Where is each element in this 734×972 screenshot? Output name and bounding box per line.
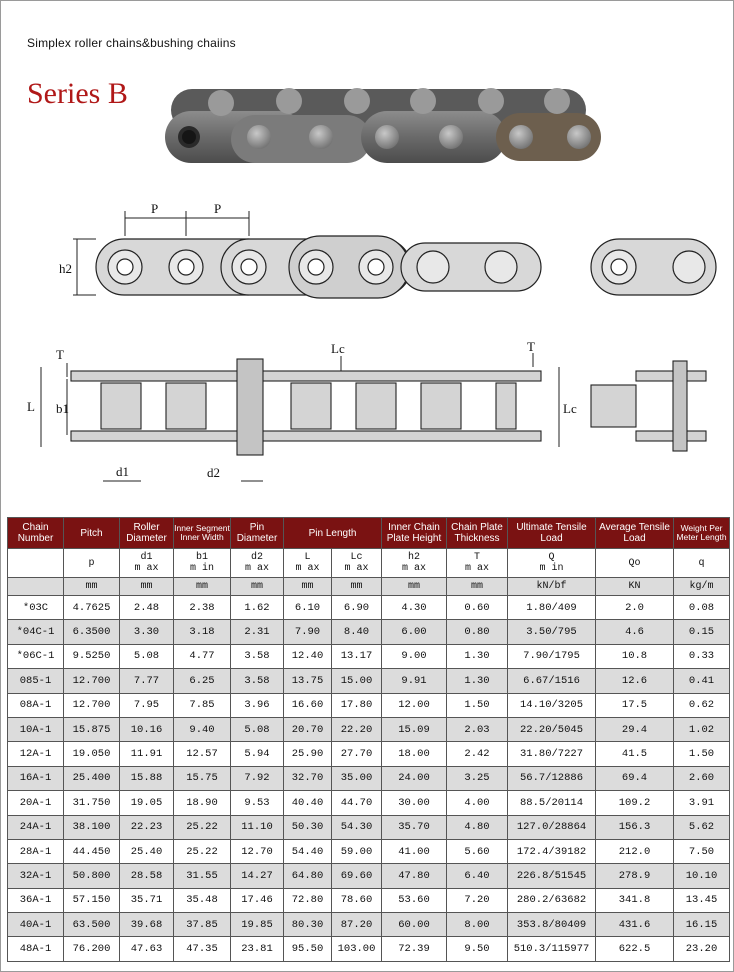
table-cell: 13.45 xyxy=(674,888,730,912)
table-cell: 7.20 xyxy=(447,888,508,912)
table-cell: 6.25 xyxy=(174,669,231,693)
table-row xyxy=(8,742,730,766)
table-cell: 14.10/3205 xyxy=(508,693,596,717)
table-row xyxy=(8,913,730,937)
table-cell: 72.39 xyxy=(382,937,447,961)
table-cell: 10.10 xyxy=(674,864,730,888)
table-row xyxy=(8,839,730,863)
table-cell: 63.500 xyxy=(64,913,120,937)
table-cell: 3.96 xyxy=(231,693,284,717)
table-row xyxy=(8,717,730,741)
table-cell: 0.62 xyxy=(674,693,730,717)
table-cell: 87.20 xyxy=(332,913,382,937)
symbol-cell: d2 m ax xyxy=(231,549,284,578)
table-cell: 7.95 xyxy=(120,693,174,717)
header-pin-length: Pin Length xyxy=(284,518,382,549)
table-cell: 6.10 xyxy=(284,596,332,620)
table-cell: 9.50 xyxy=(447,937,508,961)
table-cell: 72.80 xyxy=(284,888,332,912)
pitch-label-b: P xyxy=(214,201,222,216)
table-cell: 7.90/1795 xyxy=(508,644,596,668)
table-cell: 2.0 xyxy=(596,596,674,620)
table-cell: 8.40 xyxy=(332,620,382,644)
table-cell: 41.00 xyxy=(382,839,447,863)
table-cell: 103.00 xyxy=(332,937,382,961)
table-cell: 80.30 xyxy=(284,913,332,937)
b1-label: b1 xyxy=(56,401,69,416)
table-row xyxy=(8,766,730,790)
chain-number-cell: 08A-1 xyxy=(8,693,64,717)
table-cell: 76.200 xyxy=(64,937,120,961)
symbol-cell: Qo xyxy=(596,549,674,578)
chain-technical-drawing xyxy=(1,191,734,511)
table-cell: 19.05 xyxy=(120,791,174,815)
table-cell: 4.7625 xyxy=(64,596,120,620)
chain-number-cell: 16A-1 xyxy=(8,766,64,790)
table-cell: 54.40 xyxy=(284,839,332,863)
table-cell: 4.30 xyxy=(382,596,447,620)
header-chain-number: Chain Number xyxy=(8,518,64,549)
table-cell: 18.90 xyxy=(174,791,231,815)
table-cell: 9.40 xyxy=(174,717,231,741)
table-cell: 212.0 xyxy=(596,839,674,863)
table-cell: 2.48 xyxy=(120,596,174,620)
table-cell: 353.8/80409 xyxy=(508,913,596,937)
header-pitch: Pitch xyxy=(64,518,120,549)
table-cell: 56.7/12886 xyxy=(508,766,596,790)
unit-cell: mm xyxy=(284,578,332,596)
table-cell: 127.0/28864 xyxy=(508,815,596,839)
table-cell: 431.6 xyxy=(596,913,674,937)
symbol-row xyxy=(8,549,730,578)
table-cell: 29.4 xyxy=(596,717,674,741)
table-cell: 510.3/115977 xyxy=(508,937,596,961)
header-ultimate-load: Ultimate Tensile Load xyxy=(508,518,596,549)
table-cell: 2.31 xyxy=(231,620,284,644)
table-cell: 78.60 xyxy=(332,888,382,912)
table-cell: 12.700 xyxy=(64,669,120,693)
table-cell: 54.30 xyxy=(332,815,382,839)
table-cell: 226.8/51545 xyxy=(508,864,596,888)
table-cell: 4.80 xyxy=(447,815,508,839)
table-cell: 25.40 xyxy=(120,839,174,863)
table-cell: 57.150 xyxy=(64,888,120,912)
symbol-cell xyxy=(8,549,64,578)
table-cell: 6.3500 xyxy=(64,620,120,644)
table-cell: 9.53 xyxy=(231,791,284,815)
symbol-cell: h2 m ax xyxy=(382,549,447,578)
table-cell: 24.00 xyxy=(382,766,447,790)
unit-cell: mm xyxy=(382,578,447,596)
table-cell: 0.33 xyxy=(674,644,730,668)
header-roller-diameter: Roller Diameter xyxy=(120,518,174,549)
table-cell: 25.90 xyxy=(284,742,332,766)
table-cell: 40.40 xyxy=(284,791,332,815)
table-cell: 12.40 xyxy=(284,644,332,668)
symbol-cell: Q m in xyxy=(508,549,596,578)
table-cell: 59.00 xyxy=(332,839,382,863)
table-cell: 17.80 xyxy=(332,693,382,717)
series-label: Series B xyxy=(27,77,128,110)
t-right-label: T xyxy=(527,339,535,354)
table-cell: 53.60 xyxy=(382,888,447,912)
unit-cell: mm xyxy=(64,578,120,596)
table-cell: 2.42 xyxy=(447,742,508,766)
table-cell: 172.4/39182 xyxy=(508,839,596,863)
chain-number-cell: 40A-1 xyxy=(8,913,64,937)
table-cell: 17.5 xyxy=(596,693,674,717)
header-plate-height: Inner Chain Plate Height xyxy=(382,518,447,549)
table-cell: 31.55 xyxy=(174,864,231,888)
table-row xyxy=(8,620,730,644)
header-plate-thickness: Chain Plate Thickness xyxy=(447,518,508,549)
d2-label: d2 xyxy=(207,465,220,480)
chain-number-cell: 28A-1 xyxy=(8,839,64,863)
symbol-cell: d1 m ax xyxy=(120,549,174,578)
table-cell: 12.00 xyxy=(382,693,447,717)
unit-cell xyxy=(8,578,64,596)
symbol-cell: q xyxy=(674,549,730,578)
table-cell: 35.48 xyxy=(174,888,231,912)
table-cell: 19.050 xyxy=(64,742,120,766)
table-row xyxy=(8,815,730,839)
table-cell: 0.80 xyxy=(447,620,508,644)
table-cell: 341.8 xyxy=(596,888,674,912)
table-cell: 25.22 xyxy=(174,839,231,863)
chain-number-cell: *03C xyxy=(8,596,64,620)
table-cell: 35.71 xyxy=(120,888,174,912)
table-cell: 37.85 xyxy=(174,913,231,937)
table-cell: 9.00 xyxy=(382,644,447,668)
chain-number-cell: 12A-1 xyxy=(8,742,64,766)
table-cell: 27.70 xyxy=(332,742,382,766)
table-cell: 4.77 xyxy=(174,644,231,668)
table-cell: 30.00 xyxy=(382,791,447,815)
table-cell: 7.90 xyxy=(284,620,332,644)
table-cell: 13.75 xyxy=(284,669,332,693)
table-cell: 50.800 xyxy=(64,864,120,888)
symbol-cell: T m ax xyxy=(447,549,508,578)
table-cell: 39.68 xyxy=(120,913,174,937)
unit-cell: KN xyxy=(596,578,674,596)
table-cell: 2.03 xyxy=(447,717,508,741)
table-cell: 50.30 xyxy=(284,815,332,839)
h2-label: h2 xyxy=(59,261,72,276)
chain-number-cell: 24A-1 xyxy=(8,815,64,839)
chain-number-cell: 48A-1 xyxy=(8,937,64,961)
header-pin-diameter: Pin Diameter xyxy=(231,518,284,549)
table-cell: 12.700 xyxy=(64,693,120,717)
table-cell: 5.62 xyxy=(674,815,730,839)
table-cell: 64.80 xyxy=(284,864,332,888)
table-cell: 3.58 xyxy=(231,644,284,668)
table-cell: 10.16 xyxy=(120,717,174,741)
table-cell: 3.25 xyxy=(447,766,508,790)
chain-number-cell: 20A-1 xyxy=(8,791,64,815)
table-cell: 13.17 xyxy=(332,644,382,668)
table-cell: 18.00 xyxy=(382,742,447,766)
table-cell: 60.00 xyxy=(382,913,447,937)
spec-table xyxy=(7,517,730,962)
symbol-cell: b1 m in xyxy=(174,549,231,578)
table-cell: 5.94 xyxy=(231,742,284,766)
table-cell: 109.2 xyxy=(596,791,674,815)
table-cell: 31.80/7227 xyxy=(508,742,596,766)
table-cell: 20.70 xyxy=(284,717,332,741)
table-cell: 3.18 xyxy=(174,620,231,644)
table-cell: 3.91 xyxy=(674,791,730,815)
table-cell: 622.5 xyxy=(596,937,674,961)
table-cell: 3.58 xyxy=(231,669,284,693)
l-label: L xyxy=(27,399,35,414)
table-cell: 12.70 xyxy=(231,839,284,863)
table-cell: 5.60 xyxy=(447,839,508,863)
symbol-cell: L m ax xyxy=(284,549,332,578)
table-cell: 38.100 xyxy=(64,815,120,839)
chain-number-cell: *06C-1 xyxy=(8,644,64,668)
lc-mid-label: Lc xyxy=(331,341,345,356)
table-cell: 95.50 xyxy=(284,937,332,961)
table-cell: 1.62 xyxy=(231,596,284,620)
table-cell: 280.2/63682 xyxy=(508,888,596,912)
table-cell: 44.450 xyxy=(64,839,120,863)
unit-cell: mm xyxy=(231,578,284,596)
table-cell: 1.30 xyxy=(447,669,508,693)
header-inner-width: Inner Segment Inner Width xyxy=(174,518,231,549)
table-cell: 12.6 xyxy=(596,669,674,693)
unit-cell: mm xyxy=(332,578,382,596)
table-cell: 1.80/409 xyxy=(508,596,596,620)
lc-right-label: Lc xyxy=(563,401,577,416)
table-cell: 22.20/5045 xyxy=(508,717,596,741)
header-average-load: Average Tensile Load xyxy=(596,518,674,549)
table-cell: 0.08 xyxy=(674,596,730,620)
unit-cell: mm xyxy=(447,578,508,596)
pitch-label-a: P xyxy=(151,201,159,216)
chain-number-cell: *04C-1 xyxy=(8,620,64,644)
table-row xyxy=(8,937,730,961)
table-cell: 9.5250 xyxy=(64,644,120,668)
table-row xyxy=(8,693,730,717)
table-cell: 47.35 xyxy=(174,937,231,961)
table-cell: 6.90 xyxy=(332,596,382,620)
table-cell: 8.00 xyxy=(447,913,508,937)
table-cell: 69.60 xyxy=(332,864,382,888)
table-cell: 31.750 xyxy=(64,791,120,815)
table-cell: 0.15 xyxy=(674,620,730,644)
table-cell: 10.8 xyxy=(596,644,674,668)
chain-photo xyxy=(161,81,611,186)
unit-cell: kg/m xyxy=(674,578,730,596)
table-cell: 7.50 xyxy=(674,839,730,863)
t-left-label: T xyxy=(56,347,64,362)
table-cell: 15.75 xyxy=(174,766,231,790)
table-cell: 2.60 xyxy=(674,766,730,790)
table-cell: 278.9 xyxy=(596,864,674,888)
d1-label: d1 xyxy=(116,464,129,479)
table-cell: 15.09 xyxy=(382,717,447,741)
unit-cell: mm xyxy=(174,578,231,596)
table-cell: 25.22 xyxy=(174,815,231,839)
symbol-cell: p xyxy=(64,549,120,578)
table-cell: 15.00 xyxy=(332,669,382,693)
table-cell: 11.10 xyxy=(231,815,284,839)
table-cell: 5.08 xyxy=(120,644,174,668)
table-cell: 23.20 xyxy=(674,937,730,961)
table-cell: 41.5 xyxy=(596,742,674,766)
table-cell: 1.30 xyxy=(447,644,508,668)
table-cell: 9.91 xyxy=(382,669,447,693)
table-cell: 1.50 xyxy=(447,693,508,717)
table-cell: 3.30 xyxy=(120,620,174,644)
table-cell: 35.00 xyxy=(332,766,382,790)
table-cell: 17.46 xyxy=(231,888,284,912)
table-cell: 22.23 xyxy=(120,815,174,839)
header-weight: Weight Per Meter Length xyxy=(674,518,730,549)
table-cell: 7.92 xyxy=(231,766,284,790)
table-cell: 44.70 xyxy=(332,791,382,815)
table-row xyxy=(8,669,730,693)
table-cell: 4.6 xyxy=(596,620,674,644)
table-cell: 35.70 xyxy=(382,815,447,839)
table-cell: 25.400 xyxy=(64,766,120,790)
table-cell: 1.02 xyxy=(674,717,730,741)
document-title: Simplex roller chains&bushing chaiins xyxy=(27,36,236,50)
table-row xyxy=(8,596,730,620)
chain-number-cell: 10A-1 xyxy=(8,717,64,741)
unit-row xyxy=(8,578,730,596)
table-cell: 11.91 xyxy=(120,742,174,766)
table-cell: 15.875 xyxy=(64,717,120,741)
chain-number-cell: 085-1 xyxy=(8,669,64,693)
table-cell: 32.70 xyxy=(284,766,332,790)
table-cell: 0.60 xyxy=(447,596,508,620)
table-row xyxy=(8,644,730,668)
table-cell: 14.27 xyxy=(231,864,284,888)
table-cell: 0.41 xyxy=(674,669,730,693)
table-cell: 3.50/795 xyxy=(508,620,596,644)
table-row xyxy=(8,888,730,912)
table-cell: 23.81 xyxy=(231,937,284,961)
table-cell: 7.85 xyxy=(174,693,231,717)
unit-cell: mm xyxy=(120,578,174,596)
symbol-cell: Lc m ax xyxy=(332,549,382,578)
table-cell: 6.00 xyxy=(382,620,447,644)
chain-number-cell: 36A-1 xyxy=(8,888,64,912)
table-cell: 16.15 xyxy=(674,913,730,937)
table-cell: 69.4 xyxy=(596,766,674,790)
table-cell: 5.08 xyxy=(231,717,284,741)
table-cell: 88.5/20114 xyxy=(508,791,596,815)
table-cell: 22.20 xyxy=(332,717,382,741)
table-cell: 12.57 xyxy=(174,742,231,766)
table-cell: 1.50 xyxy=(674,742,730,766)
table-cell: 2.38 xyxy=(174,596,231,620)
table-cell: 15.88 xyxy=(120,766,174,790)
table-cell: 28.58 xyxy=(120,864,174,888)
chain-number-cell: 32A-1 xyxy=(8,864,64,888)
unit-cell: kN/bf xyxy=(508,578,596,596)
table-cell: 16.60 xyxy=(284,693,332,717)
table-cell: 6.67/1516 xyxy=(508,669,596,693)
table-cell: 47.63 xyxy=(120,937,174,961)
table-row xyxy=(8,864,730,888)
table-cell: 19.85 xyxy=(231,913,284,937)
table-cell: 7.77 xyxy=(120,669,174,693)
table-cell: 156.3 xyxy=(596,815,674,839)
table-cell: 47.80 xyxy=(382,864,447,888)
table-row xyxy=(8,791,730,815)
table-cell: 6.40 xyxy=(447,864,508,888)
table-cell: 4.00 xyxy=(447,791,508,815)
